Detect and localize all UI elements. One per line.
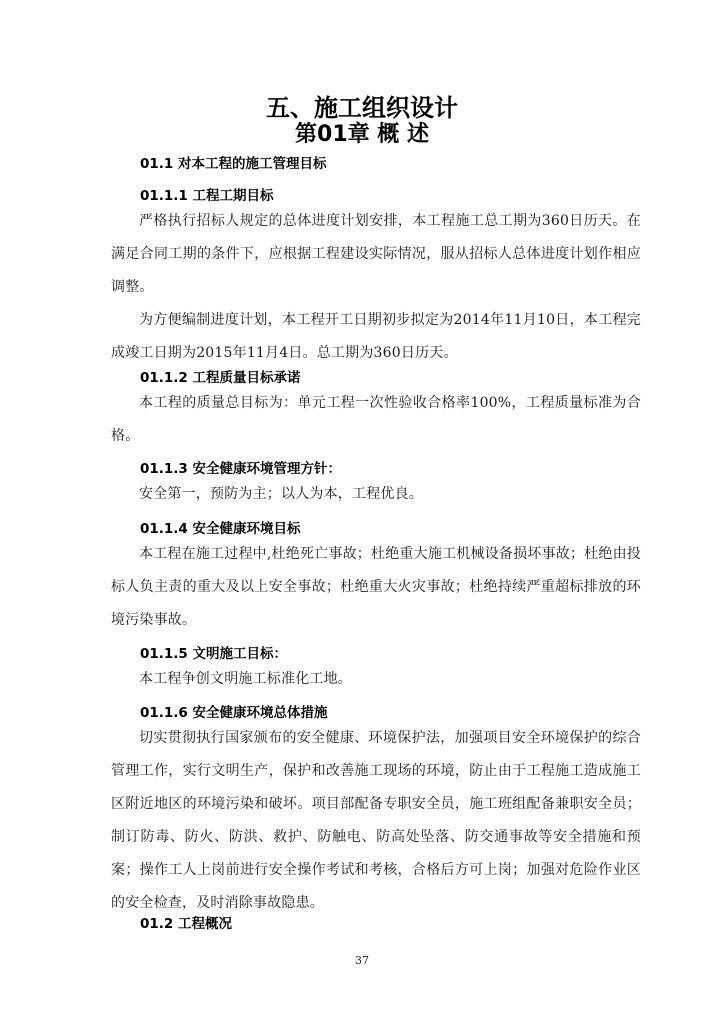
section-heading-01-1: 01.1 对本工程的施工管理目标 xyxy=(140,156,327,172)
section-heading-01-1-3: 01.1.3 安全健康环境管理方针： xyxy=(140,461,342,477)
chapter-title: 第01章 概 述 xyxy=(295,122,429,147)
document-title: 五、施工组织设计 xyxy=(266,94,458,122)
paragraph-safety-measures: 切实贯彻执行国家颁布的安全健康、环境保护法，加强项目安全环境保护的综合管理工作，实行文明生产，保护和改善施工现场的环境，防止由于工程施工造成施工区附近地区的环境污染和破坏。项目部配备专职安全员，施工班组配备兼职安全员；制订防毒、防火、防洪、救护、防触电、防高处坠落、防交通事故等安全措施和预案；操作工人上岗前进行安全操作考试和考核，合格后方可上岗；加强对危险作业区的安全检查，及时消除事故隐患。 xyxy=(111,730,641,911)
paragraph-quality-target: 本工程的质量总目标为：单元工程一次性验收合格率100%，工程质量标准为合格。 xyxy=(111,395,641,444)
section-heading-01-1-1: 01.1.1 工程工期目标 xyxy=(140,188,274,204)
paragraph-civilized-construction: 本工程争创文明施工标准化工地。 xyxy=(139,671,352,687)
paragraph-schedule-dates: 为方便编制进度计划，本工程开工日期初步拟定为2014年11月10日，本工程完成竣工日期为2015年11月4日。总工期为360日历天。 xyxy=(111,312,641,361)
paragraph-safety-goals: 本工程在施工过程中,杜绝死亡事故；杜绝重大施工机械设备损坏事故；杜绝由投标人负主责的重大及以上安全事故；杜绝重大火灾事故；杜绝持续严重超标排放的环境污染事故。 xyxy=(111,546,641,628)
section-heading-01-1-2: 01.1.2 工程质量目标承诺 xyxy=(140,370,301,386)
section-heading-01-1-6: 01.1.6 安全健康环境总体措施 xyxy=(140,705,328,721)
section-heading-01-1-5: 01.1.5 文明施工目标： xyxy=(140,646,288,662)
paragraph-schedule-target: 严格执行招标人规定的总体进度计划安排，本工程施工总工期为360日历天。在满足合同工期的条件下，应根据工程建设实际情况，服从招标人总体进度计划作相应调整。 xyxy=(111,213,641,295)
section-heading-01-1-4: 01.1.4 安全健康环境目标 xyxy=(140,521,301,537)
paragraph-safety-policy: 安全第一，预防为主；以人为本，工程优良。 xyxy=(139,486,423,502)
section-heading-01-2: 01.2 工程概况 xyxy=(140,916,233,932)
page-number: 37 xyxy=(355,954,369,967)
